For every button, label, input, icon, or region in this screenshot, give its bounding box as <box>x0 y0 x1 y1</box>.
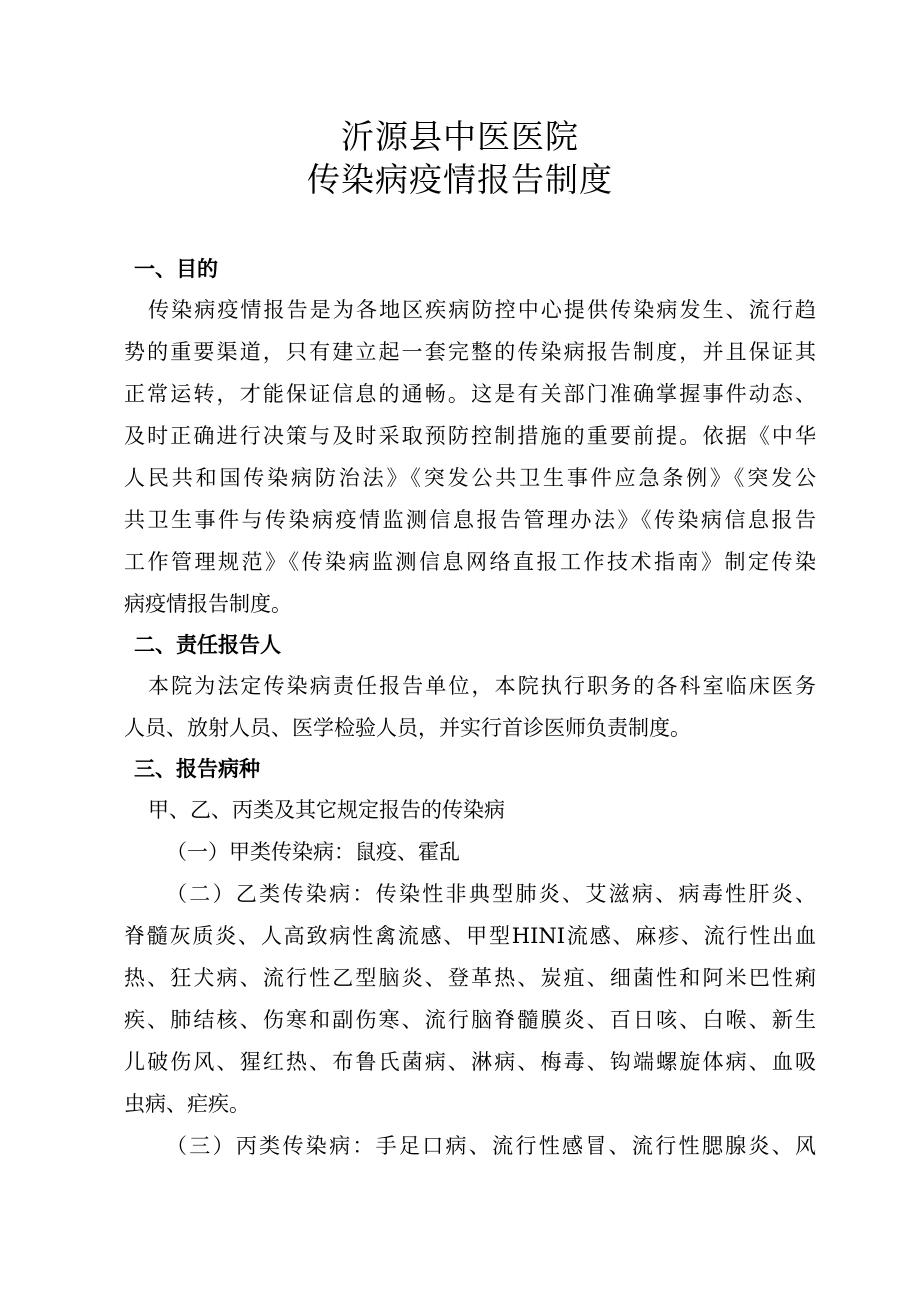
class-b-line: 儿破伤风、猩红热、布鲁氏菌病、淋病、梅毒、钩端螺旋体病、血吸 <box>124 1050 816 1074</box>
paragraph-line: 传染病疫情报告是为各地区疾病防控中心提供传染病发生、流行趋 <box>148 298 816 322</box>
paragraph-line: 病疫情报告制度。 <box>124 592 292 616</box>
document-title-hospital: 沂源县中医医院 <box>341 117 579 156</box>
paragraph-line: 人民共和国传染病防治法》《突发公共卫生事件应急条例》《突发公 <box>124 466 816 490</box>
paragraph-line: 本院为法定传染病责任报告单位，本院执行职务的各科室临床医务 <box>148 674 816 698</box>
paragraph-line: 及时正确进行决策与及时采取预防控制措施的重要前提。依据《中华 <box>124 424 816 448</box>
paragraph-line: 正常运转，才能保证信息的通畅。这是有关部门准确掌握事件动态、 <box>124 382 816 406</box>
section-heading-purpose: 一、目的 <box>134 257 218 281</box>
class-b-line: 疾、肺结核、伤寒和副伤寒、流行脑脊髓膜炎、百日咳、白喉、新生 <box>124 1008 816 1032</box>
paragraph-line: 共卫生事件与传染病疫情监测信息报告管理办法》《传染病信息报告 <box>124 508 816 532</box>
class-b-line: 脊髓灰质炎、人高致病性禽流感、甲型HINI流感、麻疹、流行性出血 <box>124 924 816 948</box>
class-c-line: （三）丙类传染病：手足口病、流行性感冒、流行性腮腺炎、风 <box>166 1134 816 1158</box>
paragraph-line: 人员、放射人员、医学检验人员，并实行首诊医师负责制度。 <box>124 716 691 740</box>
paragraph-line: 甲、乙、丙类及其它规定报告的传染病 <box>148 798 505 822</box>
class-b-line: 热、狂犬病、流行性乙型脑炎、登革热、炭疽、细菌性和阿米巴性痢 <box>124 966 816 990</box>
paragraph-line: 工作管理规范》《传染病监测信息网络直报工作技术指南》制定传染 <box>124 550 816 574</box>
class-a-line: （一）甲类传染病：鼠疫、霍乱 <box>166 840 460 864</box>
class-b-line: （二）乙类传染病：传染性非典型肺炎、艾滋病、病毒性肝炎、 <box>166 882 816 906</box>
document-title-policy: 传染病疫情报告制度 <box>307 160 613 199</box>
class-b-line: 虫病、疟疾。 <box>124 1092 250 1116</box>
paragraph-line: 势的重要渠道，只有建立起一套完整的传染病报告制度，并且保证其 <box>124 340 816 364</box>
section-heading-diseases: 三、报告病种 <box>134 757 260 781</box>
section-heading-reporter: 二、责任报告人 <box>134 633 281 657</box>
